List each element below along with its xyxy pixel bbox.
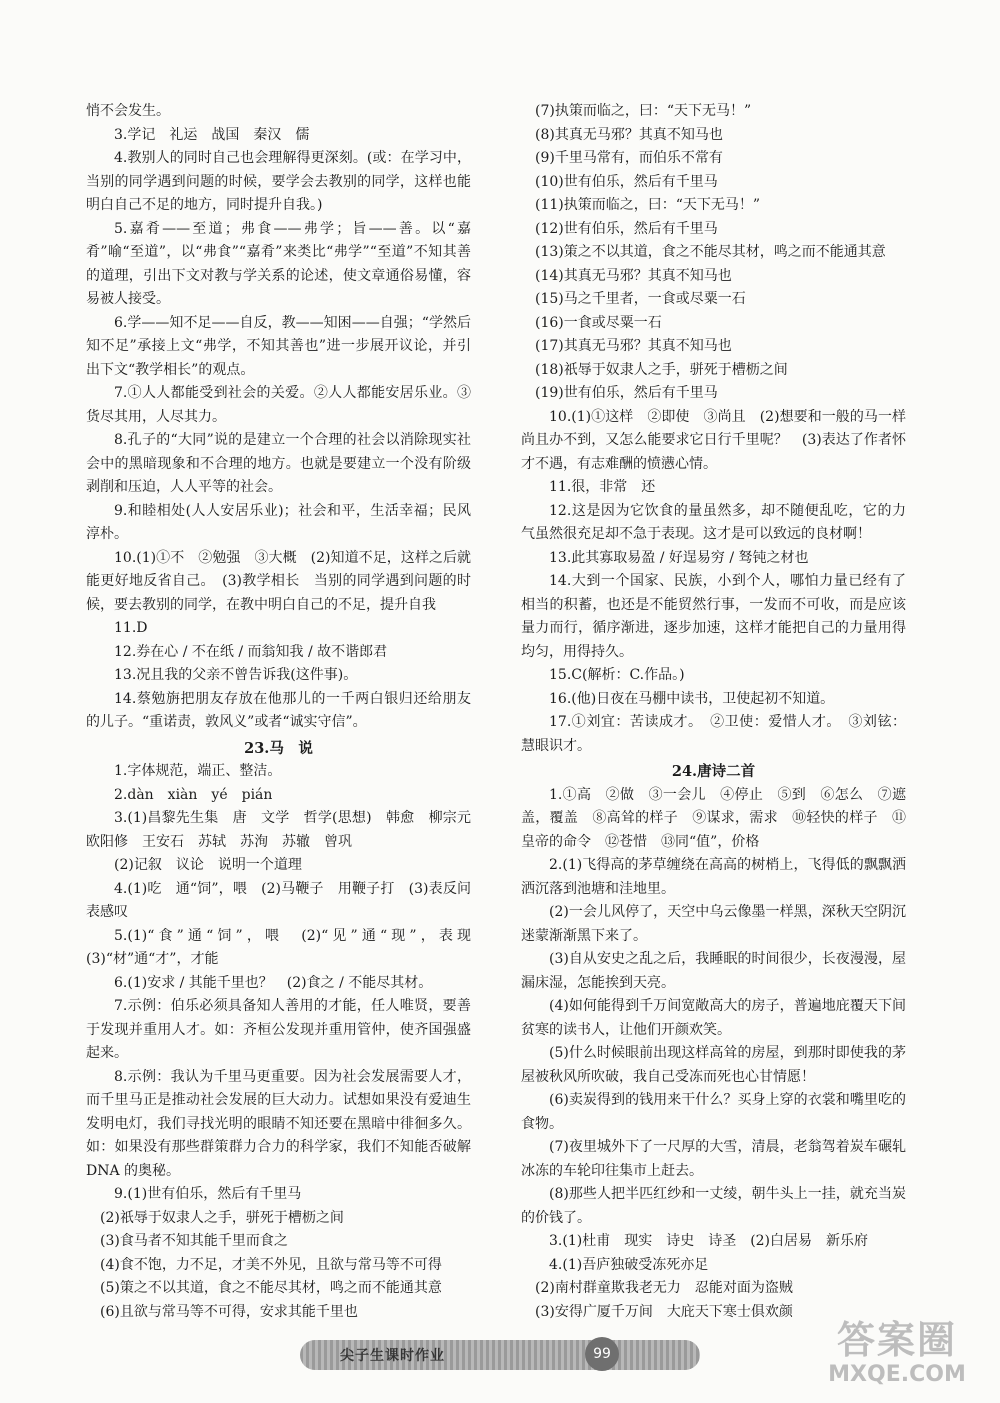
answer-paragraph: 3.(1)昌黎先生集 唐 文学 哲学(思想) 韩愈 柳宗元 欧阳修 王安石 苏轼 苏洵 苏辙 曾巩 xyxy=(86,810,485,850)
answer-paragraph: (10)世有伯乐，然后有千里马 xyxy=(535,173,718,190)
answer-paragraph: (2)祇辱于奴隶人之手，骈死于槽枥之间 xyxy=(100,1209,344,1226)
answer-paragraph: (15)马之千里者，一食或尽粟一石 xyxy=(535,291,746,307)
answer-paragraph: (2)南村群童欺我老无力 忍能对面为盗贼 xyxy=(535,1280,793,1296)
answer-paragraph: (8)其真无马邪？其真不知马也 xyxy=(535,126,723,143)
answer-paragraph: 16.(他)日夜在马棚中读书，卫使起初不知道。 xyxy=(549,690,835,707)
section-heading: 23.马 说 xyxy=(244,739,313,757)
answer-paragraph: 13.况且我的父亲不曾告诉我(这件事)。 xyxy=(114,667,358,683)
answer-paragraph: (4)食不饱，力不足，才美不外见，且欲与常马等不可得 xyxy=(100,1256,442,1273)
footer-title: 尖子生课时作业 xyxy=(340,1348,445,1364)
right-column xyxy=(521,100,906,1324)
answer-paragraph: 17.①刘宜：苦读成才。 ②卫使：爱惜人才。 ③刘铉：慧眼识才。 xyxy=(521,714,906,754)
answer-paragraph: (4)如何能得到千万间宽敞高大的房子，普遍地庇覆天下间贫寒的读书人，让他们开颜欢笑。 xyxy=(521,998,906,1038)
answer-paragraph: (17)其真无马邪？其真不知马也 xyxy=(535,338,732,354)
answer-paragraph: 6.学——知不足——自反，教——知困——自强；“学然后知不足”承接上文“弗学，不知其善也”进一步展开议论，并引出下文“教学相长”的观点。 xyxy=(86,314,471,378)
left-column xyxy=(86,100,485,1324)
answer-paragraph: 4.教别人的同时自己也会理解得更深刻。(或：在学习中，当别的同学遇到问题的时候，要学会去教别的同学，这样也能明白自己不足的地方，同时提升自我。) xyxy=(86,150,471,213)
answer-paragraph: (14)其真无马邪？其真不知马也 xyxy=(535,267,732,284)
answer-paragraph: 8.孔子的“大同”说的是建立一个合理的社会以消除现实社会中的黑暗现象和不合理的地方。也就是要建立一个没有阶级剥削和压迫，人人平等的社会。 xyxy=(86,432,471,495)
answer-paragraph: 7.①人人都能受到社会的关爱。②人人都能安居乐业。③货尽其用，人尽其力。 xyxy=(86,385,471,425)
answer-paragraph: 12.券在心 / 不在纸 / 而翁知我 / 故不谐郎君 xyxy=(114,643,388,660)
answer-paragraph: 5.(1)“食”通“饲”，喂 (2)“见”通“现”，表现 (3)“材”通“才”，才能 xyxy=(86,927,485,967)
answer-paragraph: (18)祇辱于奴隶人之手，骈死于槽枥之间 xyxy=(535,361,788,378)
answer-paragraph: 13.此其寡取易盈 / 好逞易穷 / 驽钝之材也 xyxy=(549,549,809,566)
answer-paragraph: 12.这是因为它饮食的量虽然多，却不随便乱吃，它的力气虽然很充足却不急于表现。这才是可以致远的良材啊！ xyxy=(521,502,906,542)
answer-paragraph: 3.学记 礼运 战国 秦汉 儒 xyxy=(114,126,310,143)
answer-paragraph: 1.①高 ②做 ③一会儿 ④停止 ⑤到 ⑥怎么 ⑦遮盖，覆盖 ⑧高耸的样子 ⑨谋求，需求 ⑩轻快的样子 ⑪皇帝的命令 ⑫苍惜 ⑬同“值”，价格 xyxy=(521,786,906,850)
answer-paragraph: (7)执策而临之，曰：“天下无马！” xyxy=(535,103,752,119)
answer-paragraph: 11.D xyxy=(114,620,148,636)
answer-paragraph: (16)一食或尽粟一石 xyxy=(535,314,662,331)
answer-paragraph: (7)夜里城外下了一尺厚的大雪，清晨，老翁驾着炭车碾轧冰冻的车轮印往集市上赶去。 xyxy=(521,1139,906,1179)
answer-paragraph: (2)记叙 议论 说明一个道理 xyxy=(114,857,302,873)
answer-paragraph: (2)一会儿风停了，天空中乌云像墨一样黑，深秋天空阴沉迷蒙渐渐黑下来了。 xyxy=(521,904,906,944)
answer-paragraph: (12)世有伯乐，然后有千里马 xyxy=(535,220,718,237)
answer-paragraph: (13)策之不以其道，食之不能尽其材，鸣之而不能通其意 xyxy=(535,244,886,260)
watermark-sub: MXQE.COM xyxy=(828,1362,966,1387)
answer-paragraph: 14.蔡勉旃把朋友存放在他那儿的一千两白银归还给朋友的儿子。“重诺责，敦风义”或者“诚实守信”。 xyxy=(86,690,471,730)
answer-paragraph: (3)食马者不知其能千里而食之 xyxy=(100,1233,288,1249)
watermark-main: 答案圈 xyxy=(836,1318,957,1362)
answer-paragraph: 11.很，非常 还 xyxy=(549,479,656,495)
answer-paragraph: (6)卖炭得到的钱用来干什么？买身上穿的衣裳和嘴里吃的食物。 xyxy=(521,1092,906,1132)
answer-paragraph: 2.(1)飞得高的茅草缠绕在高高的树梢上，飞得低的飘飘洒洒沉落到池塘和洼地里。 xyxy=(521,857,906,897)
answer-paragraph: 4.(1)吾庐独破受冻死亦足 xyxy=(549,1256,709,1273)
answer-paragraph: 4.(1)吃 通“饲”，喂 (2)马鞭子 用鞭子打 (3)表反问 表感叹 xyxy=(86,880,485,920)
watermark-logo xyxy=(802,1318,992,1398)
answer-paragraph: 8.示例：我认为千里马更重要。因为社会发展需要人才，而千里马正是推动社会发展的巨大动力。试想如果没有爱迪生发明电灯，我们寻找光明的眼睛不知还要在黑暗中徘徊多久。如：如果没有那些群策群力合力的科学家，我们不知能否破解 DNA 的奥秘。 xyxy=(86,1068,471,1179)
answer-paragraph: (19)世有伯乐，然后有千里马 xyxy=(535,385,718,401)
answer-paragraph: 2.dàn xiàn yé pián xyxy=(114,786,273,803)
answer-paragraph: (8)那些人把半匹红纱和一丈绫，朝牛头上一挂，就充当炭的价钱了。 xyxy=(521,1186,906,1226)
answer-paragraph: 6.(1)安求 / 其能千里也？ (2)食之 / 不能尽其材。 xyxy=(114,974,433,991)
answer-paragraph: (9)千里马常有，而伯乐不常有 xyxy=(535,150,723,166)
answer-paragraph: 10.(1)①不 ②勉强 ③大概 (2)知道不足，这样之后就能更好地反省自己。 (3)教学相长 当别的同学遇到问题的时候，要去教别的同学，在教中明白自己的不足，提升自我 xyxy=(86,549,471,613)
answer-paragraph: 1.字体规范，端正、整洁。 xyxy=(114,763,282,779)
section-heading: 24.唐诗二首 xyxy=(671,763,756,780)
answer-paragraph: 9.和睦相处(人人安居乐业)；社会和平，生活幸福；民风淳朴。 xyxy=(86,502,471,542)
answer-paragraph: 悄不会发生。 xyxy=(86,103,170,119)
answer-paragraph: 15.C(解析：C.作品。) xyxy=(549,667,685,683)
answer-paragraph: (3)安得广厦千万间 大庇天下寒士俱欢颜 xyxy=(535,1303,793,1320)
answer-paragraph: 3.(1)杜甫 现实 诗史 诗圣 (2)白居易 新乐府 xyxy=(549,1233,869,1249)
answer-paragraph: (6)且欲与常马等不可得，安求其能千里也 xyxy=(100,1303,358,1320)
answer-paragraph: (11)执策而临之，曰：“天下无马！” xyxy=(535,197,761,213)
answer-paragraph: 14.大到一个国家、民族，小到个人，哪怕力量已经有了相当的积蓄，也还是不能贸然行事，一发而不可收，而是应该量力而行，循序渐进，逐步加速，这样才能把自己的力量用得均匀，用得持久。 xyxy=(521,573,906,660)
answer-paragraph: 10.(1)①这样 ②即使 ③尚且 (2)想要和一般的马一样尚且办不到，又怎么能要求它日行千里呢？ (3)表达了作者怀才不遇，有志难酬的愤懑心情。 xyxy=(521,408,906,472)
page-number: 99 xyxy=(585,1337,619,1371)
answer-paragraph: (5)什么时候眼前出现这样高耸的房屋，到那时即使我的茅屋被秋风所吹破，我自己受冻而死也心甘情愿！ xyxy=(521,1045,906,1085)
footer-banner xyxy=(300,1340,700,1370)
answer-paragraph: 7.示例：伯乐必须具备知人善用的才能，任人唯贤，要善于发现并重用人才。如：齐桓公发现并重用管仲，使齐国强盛起来。 xyxy=(86,998,471,1061)
answer-paragraph: 5.嘉肴——至道；弗食——弗学；旨——善。以“嘉肴”喻“至道”，以“弗食”“嘉肴”来类比“弗学”“至道”不知其善的道理，引出下文对教与学关系的论述，使文章通俗易懂，容易被人接受。 xyxy=(86,220,471,307)
answer-paragraph: (3)自从安史之乱之后，我睡眠的时间很少，长夜漫漫，屋漏床湿，怎能挨到天亮。 xyxy=(521,951,906,991)
answer-paragraph: (5)策之不以其道，食之不能尽其材，鸣之而不能通其意 xyxy=(100,1280,442,1296)
answer-paragraph: 9.(1)世有伯乐，然后有千里马 xyxy=(114,1186,302,1202)
